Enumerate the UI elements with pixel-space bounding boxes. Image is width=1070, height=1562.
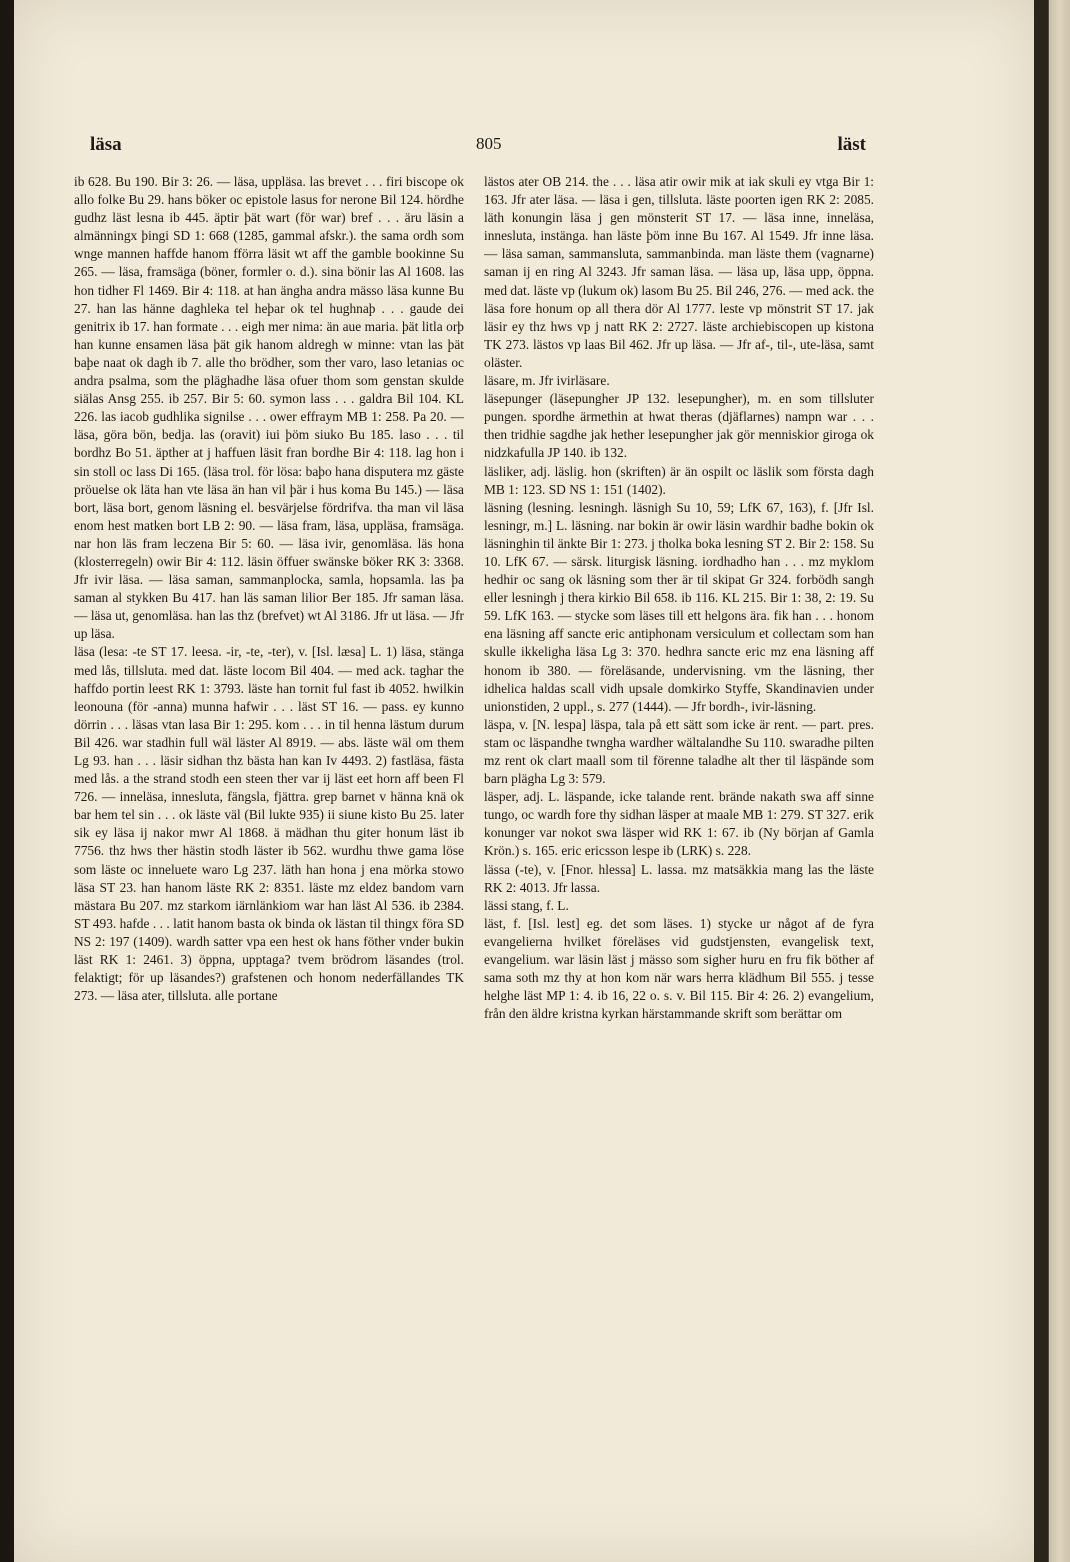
entry-last: läst, f. [Isl. lest] eg. det som läses. 1) stycke ur något af de fyra evangelierna hvilket föreläses vid gudstjensten, evangelisk text, evangelium. war läsin läst j mässo som sigher huru en fru fik böther af sama soth mz thy at hon kom när wars herra klädhum Bil 555. j tesse helghe läst MP 1: 4. ib 16, 22 o. s. v. Bil 115. Bir 4: 26. 2) evangelium, från den äldre kristna kyrkan härstammande skrift som berättar om <box>484 915 874 1022</box>
book-page-edge <box>1034 0 1070 1562</box>
entry-lasare: läsare, m. Jfr ivirläsare. <box>484 373 610 389</box>
right-column <box>484 173 874 1373</box>
entry-lasliker: läsliker, adj. läslig. hon (skriften) är än ospilt oc läslik som första dagh MB 1: 123. SD NS 1: 151 (1402). <box>484 463 874 497</box>
right-running-headword: läst <box>837 134 866 155</box>
entry-lasepunger: läsepunger (läsepungher JP 132. lesepungher), m. en som tillsluter pungen. spordhe ärmethin at hwat theras (djäflarnes) nampn war . . . then tridhie sagdhe jak hether lesepungher jak gör menniskior giroga ok nidzkafulla JP 140. ib 132. <box>484 391 874 461</box>
entry-laspa: läspa, v. [N. lespa] läspa, tala på ett sätt som icke är rent. — part. pres. stam oc läspandhe twngha wardher wältalandhe Su 110. swaradhe pilten mz rent ok clart maall som til förenne taladhe alt ther til läspände som barn plägha Lg 3: 579. <box>484 716 874 787</box>
dictionary-page <box>14 0 1034 1562</box>
left-column <box>74 173 464 1373</box>
entry-lasa-verb-2: läsa (lesa: -te ST 17. leesa. -ir, -te, -ter), v. [Isl. læsa] L. 1) läsa, stänga med lås, tillsluta. med dat. läste locom Bil 404. — med ack. taghar the haffdo portin leest RK 1: 3793. läste han tornit ful fast ib 4052. hwilkin leonouna (för -anna) munna hafwir . . . läst ST 16. — pass. ey kunno dörrin . . . läsas vtan lasa Bir 1: 295. kom . . . in til henna lästum durum Bil 426. war stadhin full wäl läster Al 8919. — abs. läste wäl om them Lg 93. han . . . läsir sidhan thz bästa han kan Iv 4493. 2) fastläsa, fästa med lås. a the strand stodh een steen ther var ij läst eet horn aff been Fl 726. — inneläsa, innesluta, fängsla, fjättra. grep barnet v hänna knä ok bar hem tel sin . . . ok läste väl (Bil lukte 935) ii siune kisto Bu 25. later sik ey läsa ij nakor mwr Al 1868. ä mädhan thu giter honum läst ib 7756. thz hws ther hästin stodh läster ib 562. wurdhu thwe gama löse som läste oc inneluete waro Lg 237. läth han hona j ena mörka stowo läsa ST 23. han hanom läste RK 2: 8351. läste mz eldez bandom varn mästara Bu 207. mz starkom iärnlänkiom war han läst Al 536. ib 2384. ST 493. hafde . . . latit hanom basta ok binda ok lästan til thingx föra SD NS 2: 197 (1409). wardh satter vpa een hest ok hans föther vnder bukin läst RK 1: 2461. 3) öppna, upptaga? tvem brödrom läsandes (trol. felaktigt; för up läsandes?) grafstenen och honom nederfällandes TK 273. — läsa ater, tillsluta. alle portane <box>74 644 464 1004</box>
entry-continuation-lasa-ater: lästos ater OB 214. the . . . läsa atir owir mik at iak skuli ey vtga Bir 1: 163. Jfr ater läsa. — läsa i gen, tillsluta. läste poorten igen RK 2: 2085. läth konungin läsa j gen mönsterit ST 17. — läsa inne, inneläsa, innesluta, instänga. han läste þöm inne Bu 167. Al 1549. Jfr inne läsa. — läsa saman, sammansluta, sammanbinda. man läste them (vagnarne) saman ij en ring Al 3243. Jfr saman läsa. — läsa up, läsa upp, öppna. med dat. läste vp (lukum ok) lasom Bu 25. Bil 246, 276. — med ack. the läsa fore honum op all thera dör Al 1777. leste vp mönstrit ST 17. jak läsir ey thz hws vp j natt RK 2: 2727. läste archiebiscopen up kistona TK 273. lästos vp laas Bil 462. Jfr up läsa. — Jfr af-, til-, ute-läsa, samt oläster. <box>484 174 874 370</box>
left-running-headword: läsa <box>90 134 122 155</box>
entry-lassa: lässa (-te), v. [Fnor. hlessa] L. lassa. mz matsäkkia mang las the läste RK 2: 4013. Jfr lassa. <box>484 861 874 895</box>
entry-lassi-stang: lässi stang, f. L. <box>484 897 569 913</box>
entry-lasning: läsning (lesning. lesningh. läsnigh Su 10, 59; LfK 67, 163), f. [Jfr Isl. lesningr, m.] L. läsning. nar bokin är owir läsin wardhir badhe bokin ok läsninghin til änkte Bir 1: 273. j tholka boka lesning ST 2. Bir 2: 158. Su 10. LfK 67. — särsk. liturgisk läsning. iordhadho han . . . mz myklom hedhir oc sang ok läsning som ther är til skipat Gr 324. forbödh sangh eller lesningh j thera kirkio Bil 658. ib 116. KL 215. Bir 1: 38, 2: 19. Su 59. LfK 163. — stycke som läses till ett helgons ära. fik han . . . honom ena läsning aff sancte eric antiphonam versiculum et collectam som han skulle ikkeligha läsa Lg 3: 370. hedhra sancte eric mz ena läsning aff honom ib 380. — föreläsande, undervisning. vm the läsning, ther idhelica haldas scall vidh upsale domkirko Styffe, Skandinavien under unionstiden, 2 uppl., s. 277 (1444). — Jfr bordh-, ivir-läsning. <box>484 499 874 714</box>
running-header <box>90 134 866 160</box>
page-number: 805 <box>476 134 502 153</box>
entry-lasper: läsper, adj. L. läspande, icke talande rent. brände nakath swa aff sinne tungo, oc wardh fore thy sidhan läsper at maale MB 1: 279. ST 327. erik konunger var nokot swa läsper wid RK 1: 67. ib (Ny början af Gamla Krön.) s. 165. eric ericsson lespe ib (LRK) s. 228. <box>484 789 874 859</box>
entry-continuation-lasa: ib 628. Bu 190. Bir 3: 26. — läsa, uppläsa. las brevet . . . firi biscope ok allo folke Bu 29. hans böker oc epistole lasus for nerone Bil 124. hördhe gudhz läst lesna ib 445. äptir þät wart (för war) bref . . . äru läsin a almänningx þingi SD 1: 668 (1285, gammal afskr.). the sama ordh som wnge mannen haffde hanom fförra läsit wt aff the gamble bookinne Su 265. — läsa, framsäga (böner, formler o. d.). sina bönir las Al 1608. las hon tidher Fl 1469. Bir 4: 118. at han ängha andra mässo läsa kunne Bu 27. han las hänne daghleka tel heþar ok tel hughnaþ . . . gaude dei genitrix ib 17. han formate . . . eigh mer nima: än aue maria. þät litla orþ han kunne ensamen läsa þät gik hanom aldregh w minne: vtan las þät baþe naat ok dagh ib 7. alle tho brödher, som ther varo, laso letanias oc andra psalma, som the pläghadhe läsa ofuer thom som genstan skulde siälas Ansg 255. ib 257. Bir 5: 60. symon lass . . . galdra Bil 104. KL 226. las iacob gudhlika signilse . . . ower effraym MB 1: 258. Pa 20. — läsa, göra bön, bedja. las (oravit) iui þöm siuko Bu 185. laso . . . til bordhz Bo 51. äpther at j haffuen läsit fran bordhe Bir 4: 118. lag hon i sin stoll oc lass Di 165. (läsa trol. för lösa: baþo hana disputera mz gäste pröuelse ok läta han vte läsa än han vil þär i hus koma Bu 145.) — läsa bort, läsa bort, genom läsning el. besvärjelse fördrifva. tha man vil läsa enom hest matken bort LB 2: 90. — läsa fram, läsa, uppläsa, framsäga. nar hon läs fram leczena Bir 5: 60. — läsa ivir, genomläsa. läs hona (klosterregeln) owir Bir 4: 112. läsin öffuer swänske böker RK 3: 3368. Jfr ivir läsa. — läsa saman, sammanplocka, samla, hopsamla. las þa saman al stykken Bu 417. han läs saman lilior Ber 185. Jfr saman läsa. — läsa ut, genomläsa. han las thz (brefvet) wt Al 3186. Jfr ut läsa. — Jfr up läsa. <box>74 174 464 642</box>
